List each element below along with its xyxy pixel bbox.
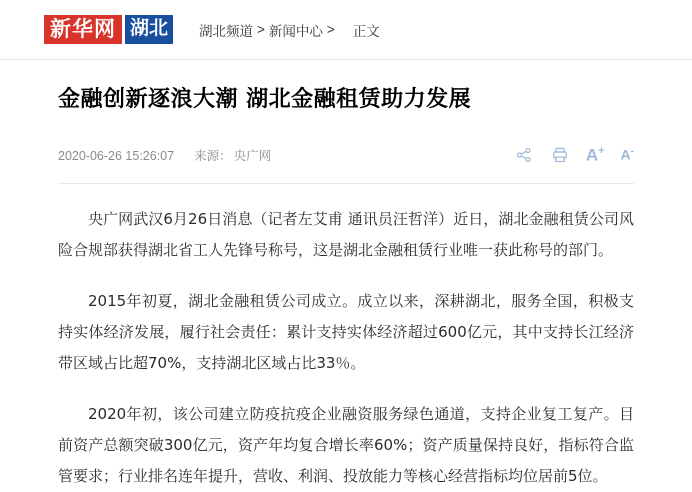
article-paragraph: 央广网武汉6月26日消息（记者左艾甫 通讯员汪哲洋）近日，湖北金融租赁公司风险合规部获得湖北省工人先锋号称号，这是湖北金融租赁行业唯一获此称号的部门。 [58,209,634,259]
print-icon[interactable] [550,145,570,165]
site-header [0,0,692,60]
page-title: 金融创新逐浪大潮 湖北金融租赁助力发展 [58,87,472,112]
publish-timestamp: 2020-06-26 15:26:07 [58,148,175,163]
breadcrumb-item-hubei-channel[interactable]: 湖北频道 [199,23,254,39]
breadcrumb-item-news-center[interactable]: 新闻中心 [268,23,323,39]
article-tools [514,145,634,165]
article-body [58,204,634,492]
font-decrease-button[interactable]: A- [620,146,634,163]
article-meta-bar [58,137,634,184]
breadcrumb-current: 正文 [352,23,380,39]
logo-hubei[interactable]: 湖北 [125,15,173,44]
breadcrumb-separator-2: > [326,22,335,37]
breadcrumb-separator-1: > [257,22,265,37]
article-paragraph: 2015年初夏，湖北金融租赁公司成立。成立以来，深耕湖北，服务全国，积极支持实体经济发展，履行社会责任：累计支持实体经济超过600亿元，其中支持长江经济带区域占比超70%，支持湖北区域占比33％。 [58,291,634,372]
article-paragraph: 2020年初，该公司建立防疫抗疫企业融资服务绿色通道，支持企业复工复产。目前资产总额突破300亿元，资产年均复合增长率60%；资产质量保持良好，指标符合监管要求；行业排名连年提升，营收、利润、投放能力等核心经营指标均位居前5位。 [58,404,634,485]
meta-left [58,146,271,164]
site-logo[interactable] [44,15,173,44]
breadcrumb [199,20,380,40]
article-container [0,86,692,492]
font-increase-button[interactable]: A+ [585,144,605,165]
share-icon[interactable] [514,145,534,165]
source-name[interactable]: 央广网 [233,148,272,163]
source-label: 来源： [194,148,232,163]
logo-xinhuanet[interactable]: 新华网 [44,15,122,44]
